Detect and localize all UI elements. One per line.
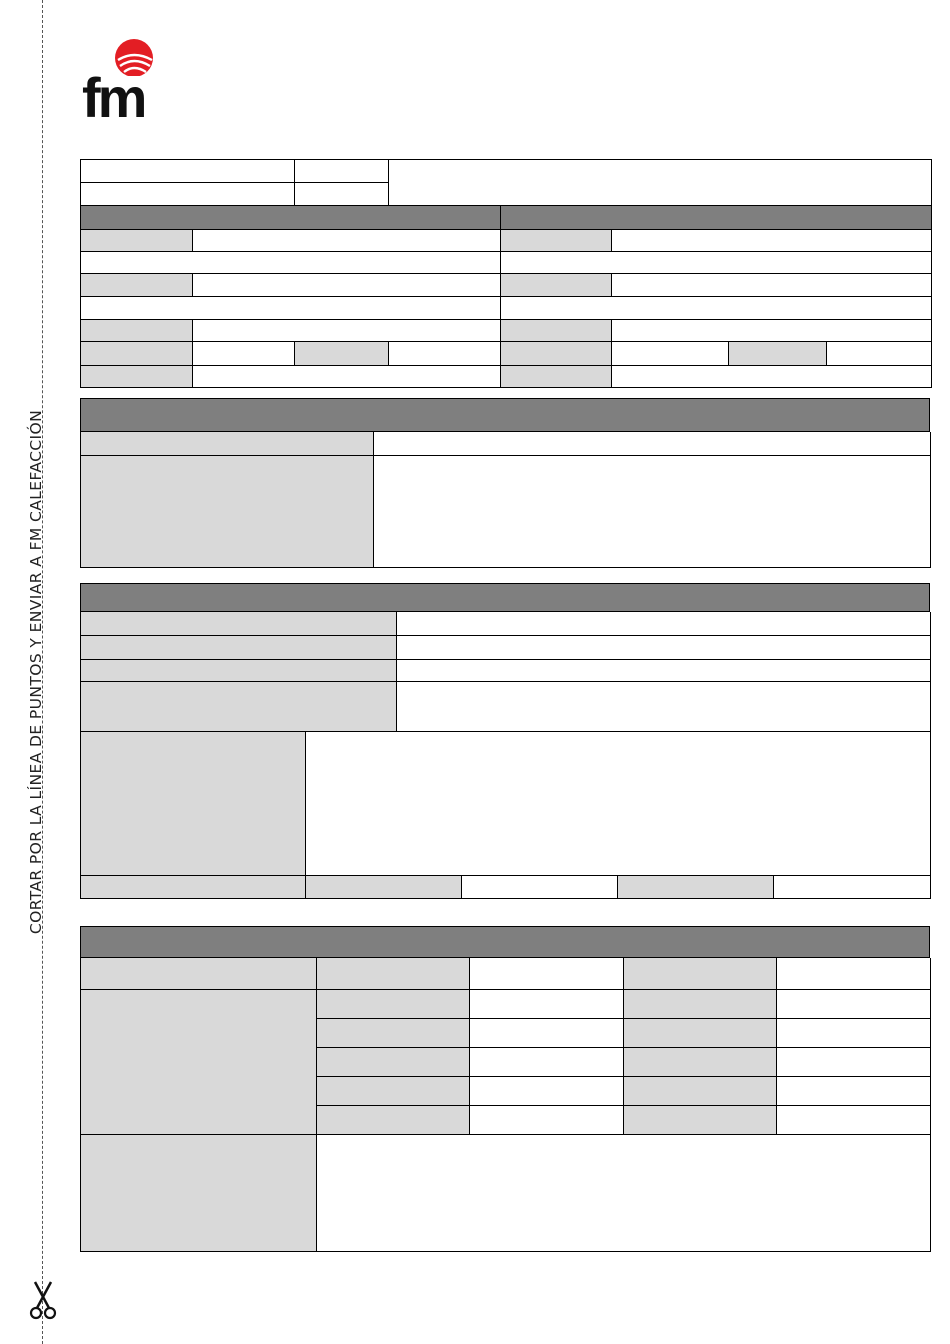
label-cell xyxy=(81,682,397,732)
label-cell xyxy=(81,274,193,297)
label-cell xyxy=(81,366,193,388)
label-cell xyxy=(81,660,397,682)
label-cell xyxy=(81,636,397,660)
text-area-cell[interactable] xyxy=(374,456,931,568)
section-4-notes-table xyxy=(80,732,931,899)
field-cell[interactable] xyxy=(612,320,932,342)
label-cell xyxy=(81,342,193,366)
label-cell xyxy=(501,342,612,366)
section-header-right xyxy=(501,206,932,230)
label-cell xyxy=(624,1077,777,1106)
label-cell xyxy=(501,274,612,297)
field-cell[interactable] xyxy=(470,990,624,1019)
field-cell[interactable] xyxy=(193,342,295,366)
fm-logo xyxy=(82,38,164,128)
field-cell[interactable] xyxy=(397,636,931,660)
field-cell[interactable] xyxy=(295,160,389,183)
section-4-table xyxy=(80,612,931,732)
label-cell xyxy=(624,1048,777,1077)
label-cell xyxy=(306,876,462,899)
field-cell[interactable] xyxy=(777,990,931,1019)
field-cell[interactable] xyxy=(397,612,931,636)
label-cell xyxy=(81,230,193,252)
field-cell[interactable] xyxy=(397,660,931,682)
label-cell-tall xyxy=(81,990,317,1135)
field-cell[interactable] xyxy=(470,1048,624,1077)
label-cell xyxy=(295,342,389,366)
label-cell xyxy=(624,1106,777,1135)
label-cell xyxy=(81,732,306,876)
form-header-table xyxy=(80,159,932,206)
field-cell[interactable] xyxy=(470,958,624,990)
label-cell xyxy=(81,320,193,342)
label-cell xyxy=(81,1135,317,1252)
field-cell[interactable] xyxy=(193,274,501,297)
section-header-left xyxy=(81,206,501,230)
field-cell[interactable] xyxy=(612,230,932,252)
field-cell[interactable] xyxy=(81,252,501,274)
section-3-header xyxy=(80,398,930,432)
field-cell[interactable] xyxy=(612,342,729,366)
field-cell[interactable] xyxy=(777,958,931,990)
label-cell xyxy=(317,958,470,990)
field-cell[interactable] xyxy=(774,876,931,899)
field-cell[interactable] xyxy=(501,252,932,274)
label-cell xyxy=(624,958,777,990)
label-cell xyxy=(81,456,374,568)
label-cell xyxy=(81,958,317,990)
cut-instruction: CORTAR POR LA LÍNEA DE PUNTOS Y ENVIAR A FM CALEFACCIÓN xyxy=(27,409,45,935)
field-cell[interactable] xyxy=(470,1106,624,1135)
field-cell[interactable] xyxy=(462,876,618,899)
field-cell-large[interactable] xyxy=(389,160,932,206)
logo-text: fm xyxy=(82,66,145,129)
label-cell xyxy=(317,1077,470,1106)
label-cell xyxy=(317,1019,470,1048)
text-area-cell[interactable] xyxy=(317,1135,931,1252)
field-cell[interactable] xyxy=(612,366,932,388)
field-cell[interactable] xyxy=(470,1077,624,1106)
label-cell xyxy=(81,876,306,899)
label-cell xyxy=(729,342,827,366)
field-cell[interactable] xyxy=(777,1077,931,1106)
field-cell[interactable] xyxy=(193,366,501,388)
field-cell[interactable] xyxy=(470,1019,624,1048)
label-cell xyxy=(81,612,397,636)
field-cell[interactable] xyxy=(777,1106,931,1135)
field-cell[interactable] xyxy=(397,682,931,732)
field-cell[interactable] xyxy=(777,1048,931,1077)
field-cell[interactable] xyxy=(295,183,389,206)
label-cell xyxy=(501,230,612,252)
section-4-header xyxy=(80,583,930,612)
field-cell[interactable] xyxy=(193,320,501,342)
label-cell xyxy=(501,320,612,342)
label-cell xyxy=(81,432,374,456)
field-cell[interactable] xyxy=(501,297,932,320)
field-cell[interactable] xyxy=(81,297,501,320)
label-cell xyxy=(624,1019,777,1048)
field-cell[interactable] xyxy=(827,342,932,366)
field-cell[interactable] xyxy=(81,160,295,183)
field-cell[interactable] xyxy=(374,432,931,456)
contact-table xyxy=(80,205,932,388)
label-cell xyxy=(317,990,470,1019)
field-cell[interactable] xyxy=(777,1019,931,1048)
section-5-header xyxy=(80,926,930,958)
label-cell xyxy=(618,876,774,899)
field-cell[interactable] xyxy=(612,274,932,297)
label-cell xyxy=(317,1106,470,1135)
section-3-table xyxy=(80,432,931,568)
label-cell xyxy=(501,366,612,388)
text-area-cell[interactable] xyxy=(306,732,931,876)
section-5-table xyxy=(80,958,931,1252)
label-cell xyxy=(624,990,777,1019)
field-cell[interactable] xyxy=(389,342,501,366)
label-cell xyxy=(317,1048,470,1077)
field-cell[interactable] xyxy=(193,230,501,252)
scissors-icon xyxy=(29,1280,57,1322)
field-cell[interactable] xyxy=(81,183,295,206)
